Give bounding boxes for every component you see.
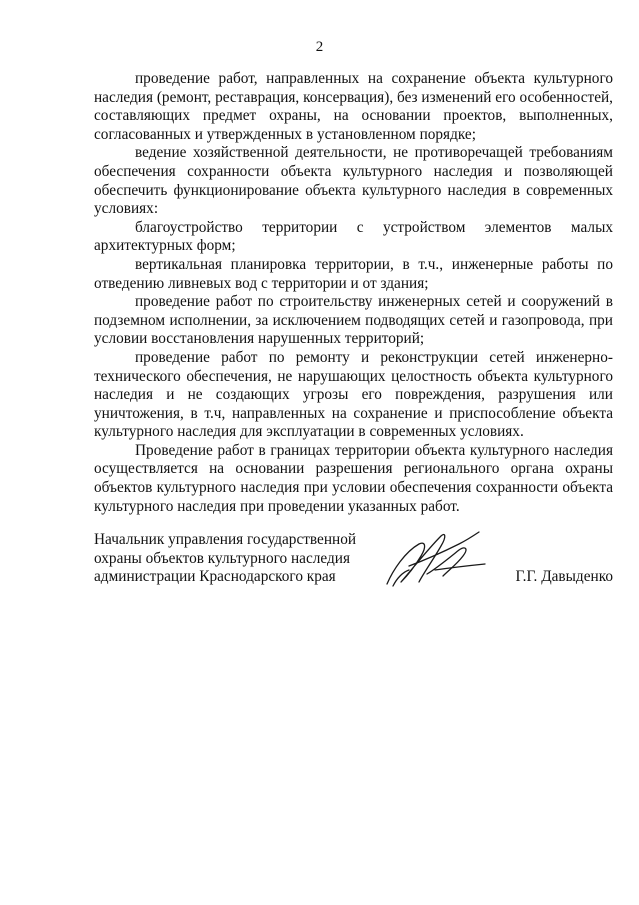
document-body (94, 70, 613, 516)
signatory-title-line-2: охраны объектов культурного наследия (94, 549, 350, 567)
signatory-name: Г.Г. Давыденко (515, 568, 613, 585)
paragraph-3: благоустройство территории с устройством элементов малых архитектурных форм; (94, 218, 613, 255)
signature-stroke (387, 534, 445, 584)
paragraph-4: вертикальная планировка территории, в т.ч., инженерные работы по отведению ливневых вод с территории и от здания; (94, 255, 613, 292)
page-number: 2 (315, 39, 324, 55)
paragraph-5: проведение работ по строительству инженерных сетей и сооружений в подземном исполнении, за исключением подводящих сетей и газопровода, при условии восстановления нарушенных территорий; (94, 293, 613, 348)
signatory-title-line-3: администрации Краснодарского края (94, 568, 336, 586)
handwritten-signature (379, 526, 489, 591)
signature-stroke (393, 570, 409, 586)
signatory-title (94, 531, 356, 587)
paragraph-7: Проведение работ в границах территории объекта культурного наследия осуществляется на основании разрешения регионального органа охраны объектов культурного наследия при условии обеспечения сохранности объекта культурного наследия при проведении указанных работ. (94, 441, 613, 515)
signature-block (94, 531, 613, 601)
paragraph-1: проведение работ, направленных на сохранение объекта культурного наследия (ремонт, реставрация, консервация), без изменений его особенностей, составляющих предмет охраны, на основании проектов, выполненных, согласованных и утвержденных в установленном порядке; (94, 70, 613, 143)
paragraph-2: ведение хозяйственной деятельности, не противоречащей требованиям обеспечения сохранности объекта культурного наследия и позволяющей обеспечить функционирование объекта культурного наследия в современных условиях: (94, 144, 613, 218)
paragraph-6: проведение работ по ремонту и реконструкции сетей инженерно-технического обеспечения, не нарушающих целостность объекта культурного наследия и не создающих угрозы его повреждения, разрушения или уничтожения, в т.ч, направленных на сохранение и приспособление объекта культурного наследия для эксплуатации в современных условиях. (94, 348, 613, 441)
signature-stroke (435, 564, 485, 570)
signatory-title-line-1: Начальник управления государственной (94, 531, 357, 548)
signature-stroke (427, 548, 466, 576)
